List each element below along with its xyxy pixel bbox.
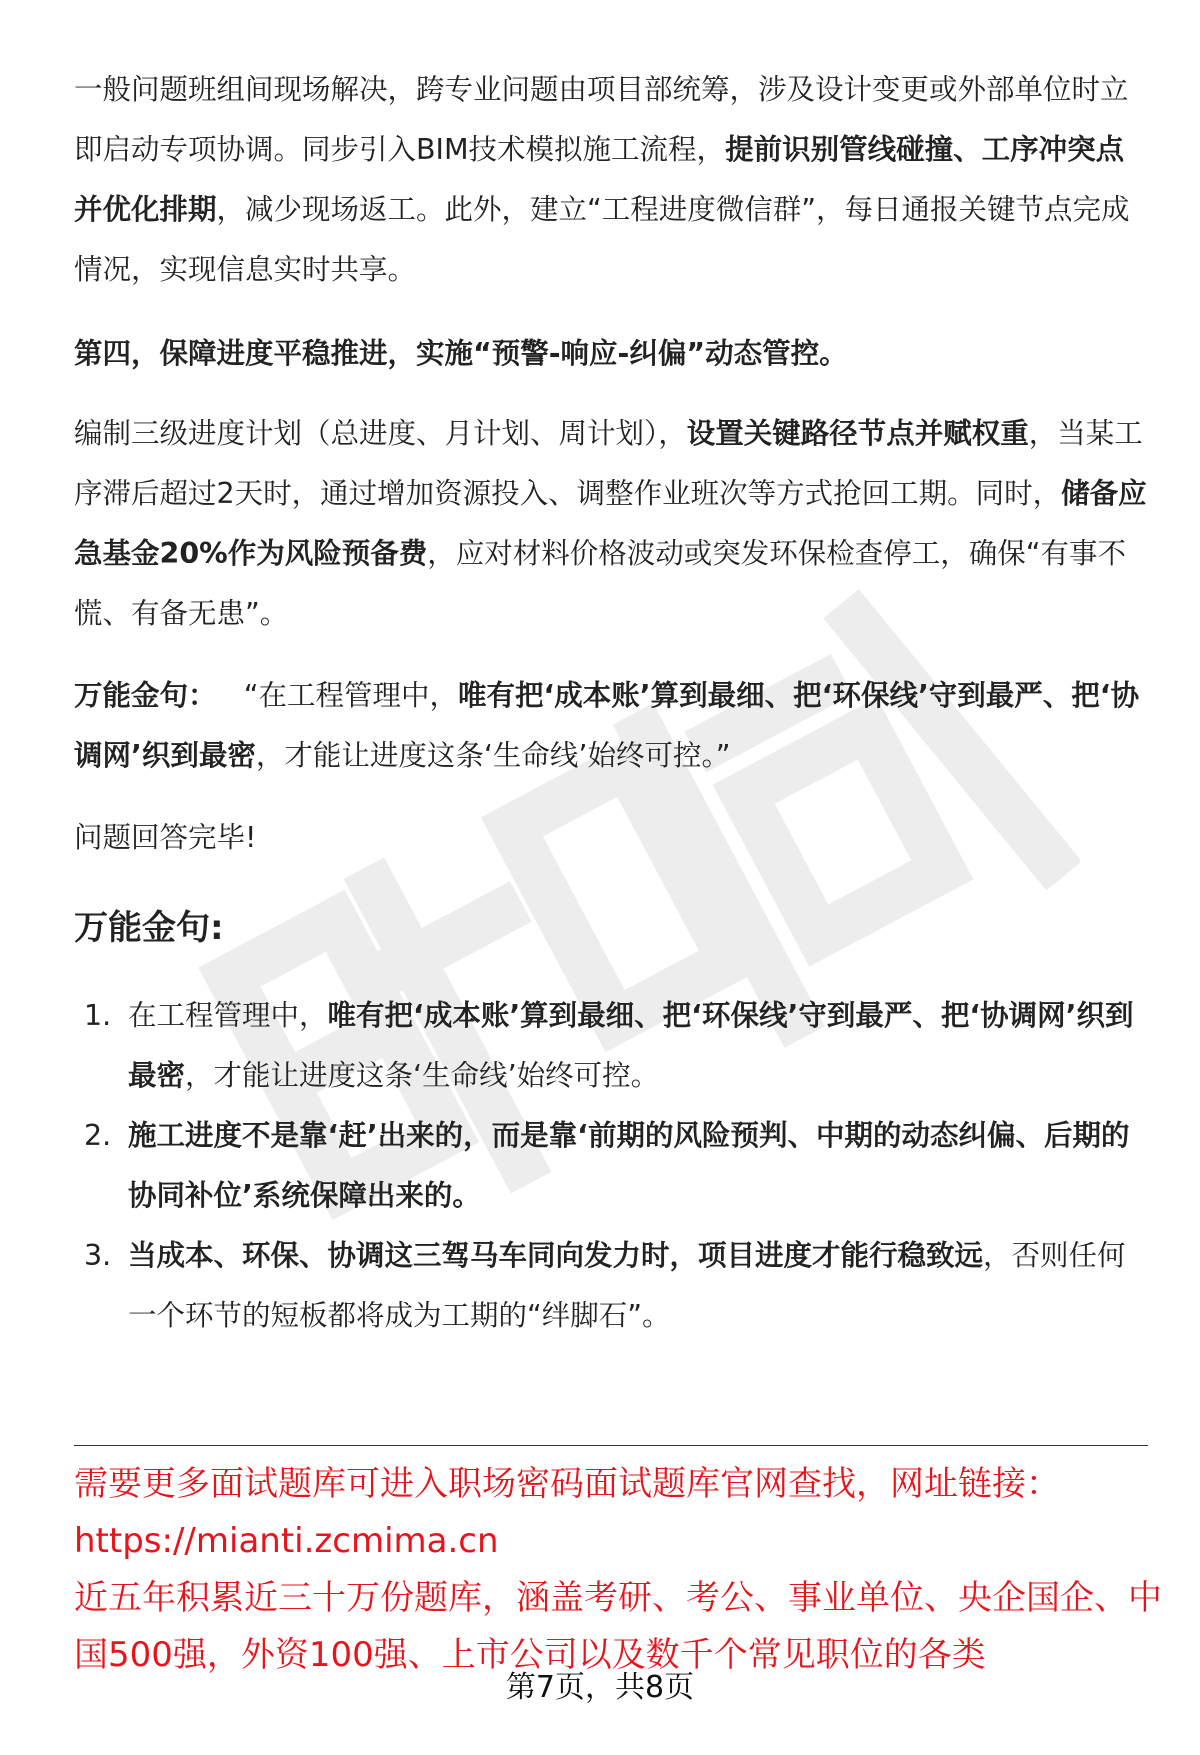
promo-line: 需要更多面试题库可进入职场密码面试题库官网查找，网址链接：	[74, 1464, 1060, 1504]
bold-text-run: 唯有把‘成本账’算到最细、把‘环保线’守到最严、把‘协调网’织到最密	[74, 679, 1140, 772]
paragraph-schedule-control	[74, 404, 1148, 644]
text-run: 编制三级进度计划（总进度、月计划、周计划），	[74, 417, 687, 450]
text-run: ，应对材料价格波动或突发环保检查停工，确保“有事不慌、有备无患”。	[74, 537, 1126, 630]
bold-label: 万能金句：	[74, 679, 217, 712]
page-number: 第7页，共8页	[505, 1670, 695, 1705]
bold-text-run: 提前识别管线碰撞、工序冲突点并优化排期	[74, 133, 1125, 226]
text-run: 在工程管理中，	[128, 999, 328, 1032]
list-item	[74, 1106, 1148, 1226]
text-run: “在工程管理中，	[243, 679, 458, 712]
text-run: ，当某工序滞后超过2天时，通过增加资源投入、调整作业班次等方式抢回工期。同时，	[74, 417, 1143, 510]
paragraph-golden-sentence	[74, 666, 1148, 786]
paragraph-coordination	[74, 60, 1148, 300]
text-run: 一般问题班组间现场解决，跨专业问题由项目部统筹，涉及设计变更或外部单位时立即启动专项协调。同步引入BIM技术模拟施工流程，	[74, 73, 1129, 166]
list-item	[74, 986, 1148, 1106]
golden-sentences-list	[74, 986, 1148, 1346]
golden-sentences-heading: 万能金句:	[74, 908, 224, 948]
document-body	[74, 60, 1148, 1346]
list-number: 3.	[84, 1239, 112, 1272]
bold-text-run: 储备应急基金20%作为风险预备费	[74, 477, 1147, 570]
closing-line: 问题回答完毕!	[74, 821, 257, 854]
bold-text-run: 施工进度不是靠‘赶’出来的，而是靠‘前期的风险预判、中期的动态纠偏、后期的协同补位’系统保障出来的。	[128, 1119, 1130, 1212]
section-heading-fourth: 第四，保障进度平稳推进，实施“预警-响应-纠偏”动态管控。	[74, 337, 848, 370]
list-number: 1.	[84, 999, 112, 1032]
text-run: ，否则任何一个环节的短板都将成为工期的“绊脚石”。	[128, 1239, 1126, 1332]
list-item	[74, 1226, 1148, 1346]
text-run: ，才能让进度这条‘生命线’始终可控。”	[255, 739, 731, 772]
list-number: 2.	[84, 1119, 112, 1152]
footer-divider	[74, 1445, 1148, 1446]
bold-text-run: 当成本、环保、协调这三驾马车同向发力时，项目进度才能行稳致远	[128, 1239, 984, 1272]
bold-text-run: 设置关键路径节点并赋权重	[686, 417, 1029, 450]
promo-block	[74, 1456, 1164, 1684]
text-run: ，减少现场返工。此外，建立“工程进度微信群”，每日通报关键节点完成情况，实现信息实时共享。	[74, 193, 1130, 286]
text-run: ，才能让进度这条‘生命线’始终可控。	[185, 1059, 660, 1092]
promo-url-link[interactable]: https://mianti.zcmima.cn	[74, 1521, 499, 1561]
promo-line: 近五年积累近三十万份题库，涵盖考研、考公、事业单位、央企国企、中国500强，外资100强、上市公司以及数千个常见职位的各类	[74, 1578, 1162, 1675]
bold-text-run: 唯有把‘成本账’算到最细、把‘环保线’守到最严、把‘协调网’织到最密	[128, 999, 1134, 1092]
